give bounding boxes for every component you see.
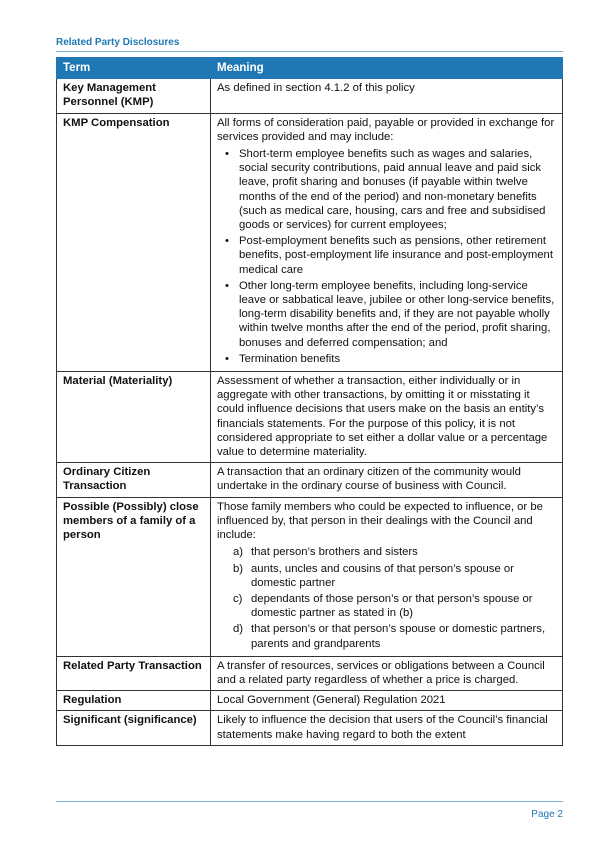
- table-row: [57, 372, 563, 463]
- list-item: [233, 562, 556, 590]
- list-item-text: that person’s brothers and sisters: [251, 546, 418, 559]
- list-item-text: aunts, uncles and cousins of that person’s spouse or domestic partner: [251, 562, 514, 589]
- term-cell: KMP Compensation: [57, 113, 211, 371]
- list-item: • Other long-term employee benefits, including long-service leave or sabbatical leave, jubilee or other long-service benefits, long-term disability benefits and, if they are not payable wholly within twelve months after the end of the period, profit sharing, bonuses and deferred compensation; and: [239, 279, 556, 350]
- meaning-text: All forms of consideration paid, payable or provided in exchange for services provided and may include:: [217, 116, 555, 143]
- term-cell: Material (Materiality): [57, 372, 211, 463]
- list-item: [233, 622, 556, 650]
- list-item: • Termination benefits: [239, 352, 556, 366]
- footer-divider: [56, 801, 563, 802]
- meaning-cell: Assessment of whether a transaction, either individually or in aggregate with other transactions, by omitting it or misstating it could influence decisions that users make on the basis an entity’s financials statements. For the purpose of this policy, it is not considered appropriate to set either a dollar value or a percentage value to determine materiality.: [211, 372, 563, 463]
- meaning-cell: [211, 497, 563, 656]
- list-item: • Short-term employee benefits such as wages and salaries, social security contributions, paid annual leave and paid sick leave, profit sharing and bonuses (if payable within twelve months of the end of the period) and non-monetary benefits (such as medical care, housing, cars and free and subsidised goods or services) for current employees;: [239, 147, 556, 232]
- table-row: [57, 113, 563, 371]
- term-cell: Key Management Personnel (KMP): [57, 79, 211, 113]
- meaning-cell: A transaction that an ordinary citizen of the community would undertake in the ordinary course of business with Council.: [211, 463, 563, 497]
- list-marker: b): [233, 562, 244, 575]
- meaning-cell: Likely to influence the decision that users of the Council’s financial statements make having regard to both the extent: [211, 711, 563, 745]
- meaning-cell: Local Government (General) Regulation 2021: [211, 691, 563, 711]
- document-header: Related Party Disclosures: [56, 37, 563, 52]
- meaning-cell: [211, 113, 563, 371]
- list-item: • Post-employment benefits such as pensions, other retirement benefits, post-employment life insurance and post-employment medical care: [239, 234, 556, 277]
- table-row: [57, 497, 563, 656]
- term-cell: Significant (significance): [57, 711, 211, 745]
- term-cell: Regulation: [57, 691, 211, 711]
- term-cell: Possible (Possibly) close members of a family of a person: [57, 497, 211, 656]
- list-item-text: dependants of those person’s or that person’s spouse or domestic partner as stated in (b): [251, 592, 533, 620]
- term-cell: Related Party Transaction: [57, 656, 211, 690]
- table-row: [57, 79, 563, 113]
- table-row: [57, 463, 563, 497]
- list-marker: c): [233, 592, 243, 605]
- list-marker: d): [233, 623, 244, 636]
- list-item: [233, 545, 556, 559]
- lettered-list: [217, 545, 556, 650]
- list-item-text: that person’s or that person’s spouse or domestic partners, parents and grandparents: [251, 623, 546, 650]
- meaning-cell: A transfer of resources, services or obligations between a Council and a related party regardless of whether a price is charged.: [211, 656, 563, 690]
- meaning-text: Those family members who could be expected to influence, or be influenced by, that person in their dealings with the Council and include:: [217, 500, 543, 542]
- table-row: [57, 691, 563, 711]
- table-row: [57, 656, 563, 690]
- column-header-meaning: Meaning: [211, 58, 563, 79]
- meaning-cell: As defined in section 4.1.2 of this policy: [211, 79, 563, 113]
- list-item: [233, 592, 556, 620]
- bullet-list: [217, 147, 556, 366]
- definitions-table: [56, 57, 563, 746]
- term-cell: Ordinary Citizen Transaction: [57, 463, 211, 497]
- table-header-row: [57, 58, 563, 79]
- column-header-term: Term: [57, 58, 211, 79]
- table-row: [57, 711, 563, 745]
- list-marker: a): [233, 546, 244, 559]
- page-number: Page 2: [531, 809, 563, 820]
